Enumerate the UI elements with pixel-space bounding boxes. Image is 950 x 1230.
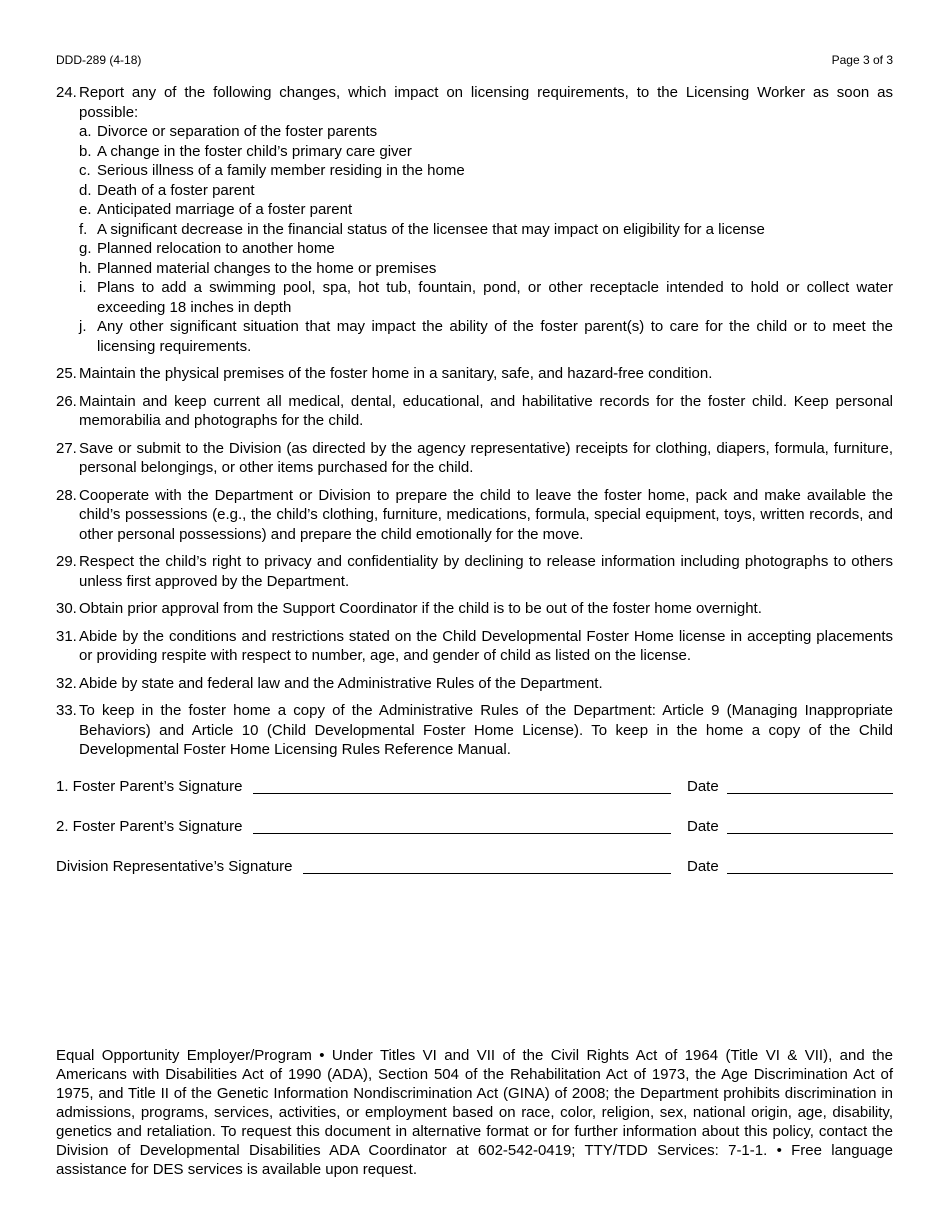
subitem-letter: a. (79, 123, 92, 140)
item-body (79, 83, 893, 356)
list-item-24 (56, 83, 893, 356)
item-number: 27. (56, 439, 77, 457)
signature-left (56, 777, 671, 797)
list-item-27 (56, 439, 893, 478)
division-representative-date-line[interactable] (727, 872, 893, 874)
item-number: 31. (56, 627, 77, 645)
foster-parent-2-signature-line[interactable] (253, 832, 672, 834)
subitem-letter: b. (79, 142, 92, 160)
item-number: 26. (56, 392, 77, 410)
subitem-letter: e. (79, 201, 92, 218)
signature-left (56, 817, 671, 837)
division-representative-signature-line[interactable] (303, 872, 671, 874)
item-text: Cooperate with the Department or Division to prepare the child to leave the foster home, pack and make available the child’s possessions (e.g., the child’s clothing, furniture, medications, formula, special equipment, toys, written records, and other personal possessions) and prepare the child emotionally for the move. (79, 486, 893, 543)
list-item-30 (56, 599, 893, 619)
subitem-text: Anticipated marriage of a foster parent (97, 201, 353, 218)
foster-parent-2-date-line[interactable] (727, 832, 893, 834)
subitem-text: Any other significant situation that may impact the ability of the foster parent(s) to care for the child or to meet the licensing requirements. (97, 318, 893, 355)
subitem-24c (79, 161, 893, 181)
signature-label: Division Representative’s Signature (56, 858, 293, 875)
item-number: 25. (56, 365, 77, 382)
subitem-text: Planned material changes to the home or premises (97, 259, 437, 277)
signature-row-foster-parent-1 (56, 777, 893, 797)
subitem-letter: i. (79, 279, 87, 296)
foster-parent-1-date-line[interactable] (727, 792, 893, 794)
item-text: Obtain prior approval from the Support Coordinator if the child is to be out of the foster home overnight. (79, 600, 762, 617)
signature-left (56, 857, 671, 877)
foster-parent-1-signature-line[interactable] (253, 792, 672, 794)
item-number: 30. (56, 600, 77, 617)
signature-row-foster-parent-2 (56, 817, 893, 837)
document-header (56, 53, 893, 67)
list-item-28 (56, 486, 893, 545)
signature-section (56, 777, 893, 897)
subitem-letter: d. (79, 181, 92, 199)
item-text: Abide by the conditions and restrictions stated on the Child Developmental Foster Home license in accepting placements or providing respite with respect to number, age, and gender of child as listed on the license. (79, 627, 893, 664)
list-item-29 (56, 552, 893, 591)
item-text: Abide by state and federal law and the Administrative Rules of the Department. (79, 674, 603, 692)
subitem-text: Death of a foster parent (97, 181, 255, 199)
list-item-33 (56, 701, 893, 760)
subitem-24g (79, 239, 893, 259)
subitem-text: Serious illness of a family member residing in the home (97, 162, 465, 179)
list-item-25 (56, 364, 893, 384)
item-number: 24. (56, 84, 77, 101)
signature-label: 1. Foster Parent’s Signature (56, 778, 243, 795)
subitem-text: A change in the foster child’s primary care giver (97, 142, 412, 160)
subitem-24h (79, 259, 893, 279)
subitem-24e (79, 200, 893, 220)
date-label: Date (687, 778, 719, 795)
page-content (56, 53, 893, 768)
signature-label: 2. Foster Parent’s Signature (56, 818, 243, 835)
subitem-letter: c. (79, 162, 91, 179)
subitem-text: A significant decrease in the financial status of the licensee that may impact on eligibility for a license (97, 220, 765, 238)
list-item-31 (56, 627, 893, 666)
item-text: Report any of the following changes, which impact on licensing requirements, to the Licensing Worker as soon as possible: (79, 84, 893, 121)
footer-eeo-statement: Equal Opportunity Employer/Program • Under Titles VI and VII of the Civil Rights Act of 1964 (Title VI & VII), and the Americans with Disabilities Act of 1990 (ADA), Section 504 of the Rehabilitation Act of 1973, the Age Discrimination Act of 1975, and Title II of the Genetic Information Nondiscrimination Act (GINA) of 2008; the Department prohibits discrimination in admissions, programs, services, activities, or employment based on race, color, religion, sex, national origin, age, disability, genetics and retaliation. To request this document in alternative format or for further information about this policy, contact the Division of Developmental Disabilities ADA Coordinator at 602-542-0419; TTY/TDD Services: 7-1-1. • Free language assistance for DES services is available upon request. (56, 1047, 893, 1178)
subitem-24f (79, 220, 893, 240)
item-text: Respect the child’s right to privacy and confidentiality by declining to release information including photographs to others unless first approved by the Department. (79, 553, 893, 590)
item-number: 28. (56, 486, 77, 504)
subitem-text: Planned relocation to another home (97, 240, 335, 257)
subitem-letter: h. (79, 259, 92, 277)
item-number: 29. (56, 553, 77, 570)
item-text: Save or submit to the Division (as directed by the agency representative) receipts for clothing, diapers, formula, furniture, personal belongings, or other items purchased for the child. (79, 439, 893, 476)
list-item-26 (56, 392, 893, 431)
subitem-24i (79, 278, 893, 317)
item-number: 33. (56, 702, 77, 719)
subitem-24a (79, 122, 893, 142)
subitem-24b (79, 142, 893, 162)
list-item-32 (56, 674, 893, 694)
subitem-letter: g. (79, 240, 92, 257)
subitem-24j (79, 317, 893, 356)
date-label: Date (687, 858, 719, 875)
item-text: Maintain and keep current all medical, dental, educational, and habilitative records for the foster child. Keep personal memorabilia and photographs for the child. (79, 392, 893, 429)
subitem-letter: j. (79, 318, 87, 335)
form-number: DDD-289 (4-18) (56, 53, 142, 67)
item-number: 32. (56, 674, 77, 692)
page-number: Page 3 of 3 (831, 53, 893, 67)
date-label: Date (687, 818, 719, 835)
signature-row-division-representative (56, 857, 893, 877)
subitem-text: Plans to add a swimming pool, spa, hot tub, fountain, pond, or other receptacle intended to hold or collect water exceeding 18 inches in depth (97, 279, 893, 316)
subitem-text: Divorce or separation of the foster parents (97, 123, 378, 140)
subitem-letter: f. (79, 220, 88, 238)
item-text: To keep in the foster home a copy of the Administrative Rules of the Department: Article 9 (Managing Inappropriate Behaviors) and Article 10 (Child Developmental Foster Home License). To keep in the home a copy of the Child Developmental Foster Home Licensing Rules Reference Manual. (79, 702, 893, 758)
item-text: Maintain the physical premises of the foster home in a sanitary, safe, and hazard-free condition. (79, 365, 713, 382)
subitem-24d (79, 181, 893, 201)
